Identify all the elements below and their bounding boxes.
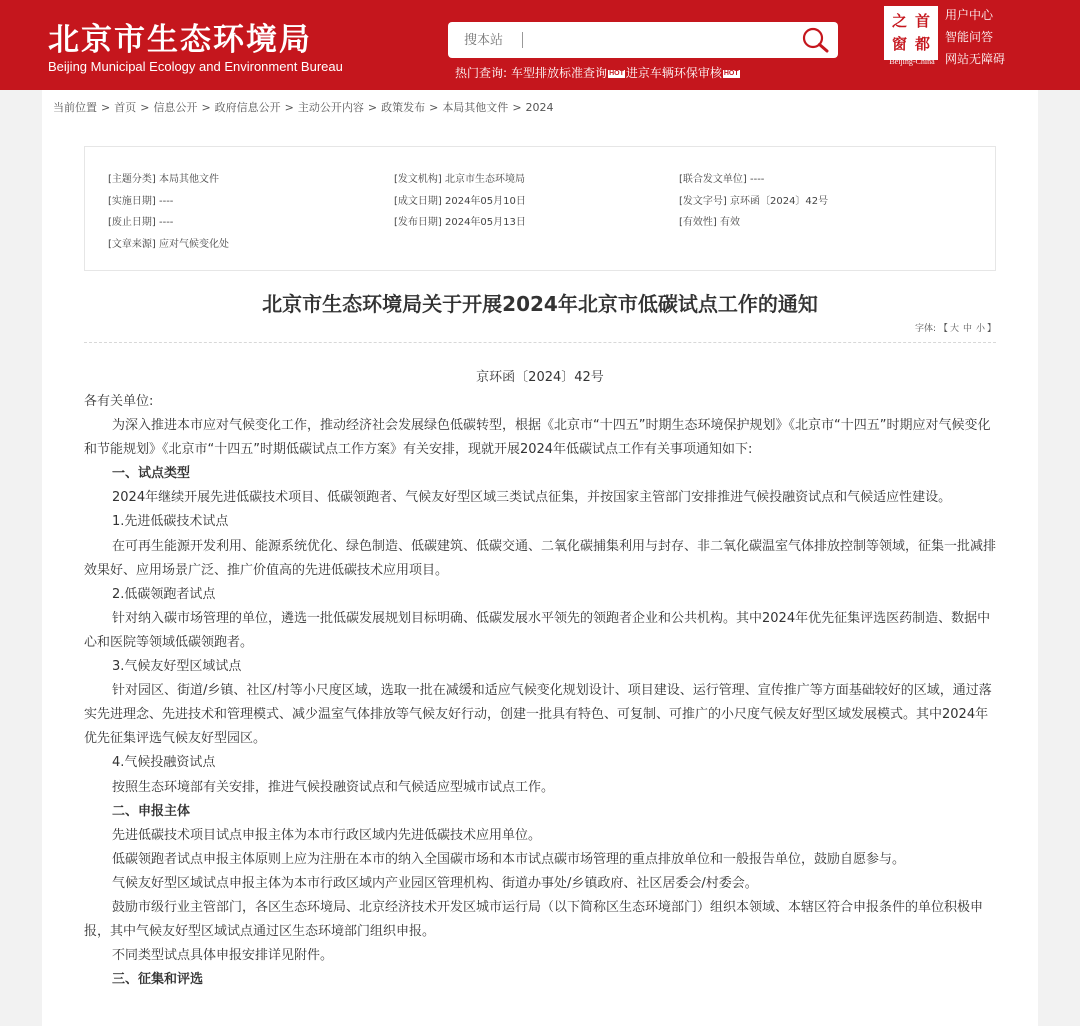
meta-doc-number: [发文字号] 京环函〔2024〕42号 [679, 196, 829, 207]
site-title-en: Beijing Municipal Ecology and Environment Bureau [48, 59, 343, 74]
hot-badge: HOT [723, 70, 739, 77]
font-size-large[interactable]: 大 [949, 324, 959, 334]
paragraph: 1.先进低碳技术试点 [112, 514, 229, 530]
hot-query-label: 热门查询: [455, 66, 508, 80]
breadcrumb-info-public[interactable]: 信息公开 [153, 101, 198, 114]
search-divider [522, 32, 523, 48]
breadcrumb-year[interactable]: 2024 [525, 101, 554, 114]
user-center-link[interactable]: 用户中心 [945, 8, 994, 22]
section-heading: 一、试点类型 [112, 466, 191, 482]
breadcrumb-gov-info[interactable]: 政府信息公开 [214, 101, 281, 114]
paragraph: 先进低碳技术项目试点申报主体为本市行政区域内先进低碳技术应用单位。 [112, 827, 542, 843]
document-number: 京环函〔2024〕42号 [476, 370, 604, 385]
font-size-control: 字体: 【 大 中 小 】 [915, 324, 996, 334]
top-links [945, 4, 1005, 70]
smart-qa-link[interactable]: 智能问答 [945, 30, 994, 44]
paragraph: 针对园区、街道/乡镇、社区/村等小尺度区域，选取一批在减缓和适应气候变化规划设计、项目建设、运行管理、宣传推广等方面基础较好的区域，通过落实先进理念、先进技术和管理模式、减少温室气体排放等气候友好行动，创建一批具有特色、可复制、可推广的小尺度气候友好型区域发展模式。其中2024年优先征集评选气候友好型园区。 [84, 683, 992, 747]
breadcrumb-active-content[interactable]: 主动公开内容 [297, 101, 364, 114]
capital-logo-char: 首 [914, 12, 930, 30]
capital-logo-caption: Beijing-China [889, 57, 935, 66]
meta-issuer: [发文机构] 北京市生态环境局 [394, 174, 525, 185]
document-body [84, 390, 996, 992]
meta-category: [主题分类] 本局其他文件 [108, 174, 219, 185]
font-size-label: 字体: [915, 324, 937, 334]
capital-window-logo[interactable] [884, 6, 938, 60]
site-title-cn[interactable]: 北京市生态环境局 [48, 22, 312, 58]
font-size-medium[interactable]: 中 [962, 324, 972, 334]
hot-badge: HOT [609, 70, 624, 77]
breadcrumb-label: 当前位置 [53, 101, 97, 114]
paragraph: 在可再生能源开发利用、能源系统优化、绿色制造、低碳建筑、低碳交通、二氧化碳捕集利用与封存、非二氧化碳温室气体排放控制等领域，征集一批减排效果好、应用场景广泛、推广价值高的先进低碳技术应用项目。 [84, 538, 997, 578]
breadcrumb-other-docs[interactable]: 本局其他文件 [442, 101, 509, 114]
paragraph: 2.低碳领跑者试点 [112, 586, 216, 602]
section-heading: 三、征集和评选 [112, 972, 204, 988]
paragraph: 4.气候投融资试点 [112, 755, 216, 771]
document-title: 北京市生态环境局关于开展2024年北京市低碳试点工作的通知 [262, 292, 818, 316]
hot-link-emission-standard[interactable]: 车型排放标准查询 [511, 66, 608, 80]
meta-publish-date: [发布日期] 2024年05月13日 [394, 217, 526, 228]
search-icon[interactable] [800, 25, 832, 55]
meta-validity: [有效性] 有效 [679, 217, 740, 228]
paragraph: 为深入推进本市应对气候变化工作，推动经济社会发展绿色低碳转型，根据《北京市“十四五”时期生态环境保护规划》《北京市“十四五”时期应对气候变化和节能规划》《北京市“十四五”时期低碳试点工作方案》有关安排，现就开展2024年低碳试点工作有关事项通知如下: [84, 418, 991, 458]
font-size-small[interactable]: 小 [975, 324, 985, 334]
capital-logo-char: 窗 [891, 35, 907, 53]
breadcrumb: 当前位置 > 首页 > 信息公开 > 政府信息公开 > 主动公开内容 > 政策发布 > 本局其他文件 > 2024 [53, 101, 554, 114]
document-meta-table [84, 146, 996, 271]
paragraph: 针对纳入碳市场管理的单位，遴选一批低碳发展规划目标明确、低碳发展水平领先的领跑者企业和公共机构。其中2024年优先征集评选医药制造、数据中心和医院等领域低碳领跑者。 [84, 610, 991, 650]
capital-logo-char: 都 [914, 35, 930, 53]
search-input[interactable] [456, 26, 786, 54]
meta-source: [文章来源] 应对气候变化处 [108, 239, 229, 250]
main-content [42, 90, 1038, 1026]
breadcrumb-policy[interactable]: 政策发布 [381, 101, 426, 114]
meta-effective-date: [实施日期] ---- [108, 196, 174, 207]
hot-query-bar [455, 64, 741, 81]
site-header [0, 0, 1080, 90]
paragraph: 各有关单位: [84, 394, 154, 409]
capital-logo-char: 之 [891, 12, 907, 30]
section-heading: 二、申报主体 [112, 803, 191, 819]
hot-link-vehicle-review[interactable]: 进京车辆环保审核 [625, 66, 722, 80]
title-divider [84, 342, 996, 343]
search-box [448, 22, 838, 58]
paragraph: 按照生态环境部有关安排，推进气候投融资试点和气候适应型城市试点工作。 [112, 779, 555, 795]
accessibility-link[interactable]: 网站无障碍 [945, 52, 1006, 66]
paragraph: 低碳领跑者试点申报主体原则上应为注册在本市的纳入全国碳市场和本市试点碳市场管理的重点排放单位和一般报告单位，鼓励自愿参与。 [112, 851, 906, 867]
paragraph: 鼓励市级行业主管部门，各区生态环境局、北京经济技术开发区城市运行局（以下简称区生态环境部门）组织本领域、本辖区符合申报条件的单位积极申报，其中气候友好型区域试点通过区生态环境部门组织申报。 [84, 899, 984, 940]
paragraph: 气候友好型区域试点申报主体为本市行政区域内产业园区管理机构、街道办事处/乡镇政府、社区居委会/村委会。 [112, 875, 758, 891]
paragraph: 2024年继续开展先进低碳技术项目、低碳领跑者、气候友好型区域三类试点征集，并按国家主管部门安排推进气候投融资试点和气候适应性建设。 [112, 490, 952, 506]
paragraph: 3.气候友好型区域试点 [112, 659, 242, 675]
meta-joint-issuer: [联合发文单位] ---- [679, 174, 765, 185]
breadcrumb-home[interactable]: 首页 [114, 101, 137, 114]
meta-written-date: [成文日期] 2024年05月10日 [394, 196, 526, 207]
paragraph: 不同类型试点具体申报安排详见附件。 [112, 948, 334, 964]
meta-expiry-date: [废止日期] ---- [108, 217, 174, 228]
